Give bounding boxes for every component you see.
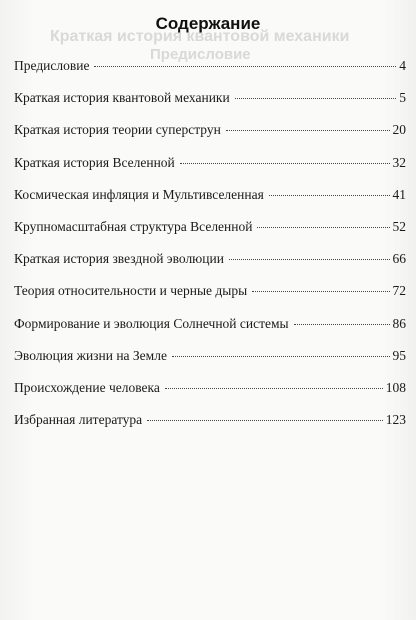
toc-entry — [14, 219, 406, 235]
toc-leader-dots — [252, 291, 389, 292]
table-of-contents — [14, 58, 406, 444]
toc-entry — [14, 122, 406, 138]
toc-entry-title: Происхождение человека — [14, 379, 160, 395]
toc-entry — [14, 155, 406, 171]
toc-leader-dots — [94, 66, 396, 67]
toc-entry-title: Предисловие — [14, 58, 90, 73]
toc-leader-dots — [165, 388, 383, 389]
toc-leader-dots — [147, 420, 383, 421]
toc-leader-dots — [229, 259, 390, 260]
toc-entry-title: Формирование и эволюция Солнечной системы — [14, 315, 289, 331]
toc-leader-dots — [235, 98, 397, 99]
toc-entry-title: Крупномасштабная структура Вселенной — [14, 218, 253, 234]
toc-entry-page: 20 — [392, 122, 406, 138]
toc-leader-dots — [294, 324, 390, 325]
toc-entry — [14, 58, 406, 74]
toc-entry-title: Краткая история теории суперструн — [14, 122, 221, 138]
toc-leader-dots — [180, 163, 390, 164]
toc-entry-page: 5 — [399, 90, 406, 106]
toc-entry — [14, 412, 406, 428]
toc-leader-dots — [226, 130, 390, 131]
toc-entry-title: Краткая история Вселенной — [14, 154, 175, 170]
toc-entry-title: Космическая инфляция и Мультивселенная — [14, 186, 264, 202]
toc-entry-page: 52 — [392, 218, 406, 234]
toc-entry-page: 66 — [392, 251, 406, 267]
toc-entry — [14, 187, 406, 203]
page-title: Содержание — [155, 14, 261, 33]
toc-entry-page: 123 — [385, 412, 406, 428]
toc-entry-page: 72 — [392, 283, 406, 299]
toc-entry-title: Краткая история квантовой механики — [14, 90, 230, 106]
toc-entry-title: Краткая история звездной эволюции — [14, 251, 224, 267]
toc-leader-dots — [172, 356, 390, 357]
toc-entry-page: 41 — [392, 186, 406, 202]
toc-entry-page: 108 — [385, 379, 406, 395]
toc-entry — [14, 316, 406, 332]
toc-entry-page: 4 — [399, 58, 406, 73]
toc-entry — [14, 251, 406, 267]
bleed-through-text: Предисловие — [150, 46, 251, 63]
toc-entry-title: Теория относительности и черные дыры — [14, 283, 248, 299]
toc-entry-page: 86 — [392, 315, 406, 331]
toc-entry — [14, 283, 406, 299]
bleed-through-text: Краткая история квантовой механики — [50, 28, 350, 45]
toc-entry-title: Эволюция жизни на Земле — [14, 347, 167, 363]
toc-entry-page: 95 — [392, 347, 406, 363]
toc-leader-dots — [257, 227, 389, 228]
toc-entry — [14, 90, 406, 106]
toc-entry-page: 32 — [392, 154, 406, 170]
toc-leader-dots — [269, 195, 390, 196]
toc-entry — [14, 380, 406, 396]
toc-entry — [14, 348, 406, 364]
toc-entry-title: Избранная литература — [14, 412, 143, 428]
